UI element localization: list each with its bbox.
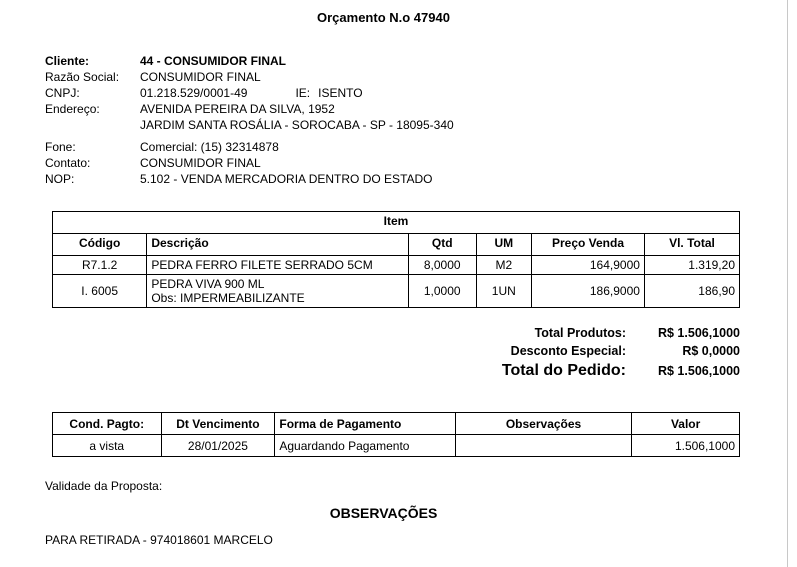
customer-value-nop: 5.102 - VENDA MERCADORIA DENTRO DO ESTADO	[140, 172, 433, 186]
table-row	[53, 256, 740, 275]
table-row	[53, 275, 740, 308]
items-header-descricao: Descrição	[147, 234, 409, 256]
customer-row-nop	[45, 171, 797, 187]
customer-label-razao-social: Razão Social:	[45, 70, 120, 84]
total-pedido-row	[502, 362, 740, 380]
items-header-row	[53, 234, 740, 256]
items-group-header-row	[53, 212, 740, 234]
customer-row-cnpj	[45, 85, 797, 101]
payment-header-valor: Valor	[632, 413, 740, 435]
payment-table-wrapper	[52, 412, 740, 457]
item-um: 1UN	[476, 275, 532, 308]
payment-header-dt-vencimento: Dt Vencimento	[161, 413, 275, 435]
item-um: M2	[476, 256, 532, 275]
item-codigo: I. 6005	[53, 275, 147, 308]
item-codigo: R7.1.2	[53, 256, 147, 275]
item-total: 1.319,20	[644, 256, 739, 275]
item-descricao-cell	[147, 275, 409, 308]
customer-info-block	[45, 53, 797, 187]
total-pedido-label: Total do Pedido:	[501, 362, 626, 379]
customer-label-endereco: Endereço:	[45, 102, 100, 116]
total-produtos-label: Total Produtos:	[534, 326, 626, 340]
customer-value-endereco-2: JARDIM SANTA ROSÁLIA - SOROCABA - SP - 18095-340	[140, 118, 454, 132]
customer-value-ie: ISENTO	[318, 86, 363, 100]
total-pedido-value: R$ 1.506,1000	[657, 364, 740, 378]
customer-label-endereco-2	[45, 117, 140, 133]
item-descricao: PEDRA FERRO FILETE SERRADO 5CM	[147, 256, 409, 275]
items-header-um: UM	[476, 234, 532, 256]
total-produtos-row	[535, 326, 740, 340]
desconto-especial-label: Desconto Especial:	[510, 344, 626, 358]
customer-row-razao-social	[45, 69, 797, 85]
item-preco: 186,9000	[532, 275, 645, 308]
customer-value-cliente: 44 - CONSUMIDOR FINAL	[140, 54, 287, 68]
payment-header-observacoes: Observações	[455, 413, 631, 435]
desconto-especial-row	[511, 344, 740, 358]
items-table	[52, 211, 740, 308]
customer-row-contato	[45, 155, 797, 171]
customer-row-fone	[45, 139, 797, 155]
payment-valor: 1.506,1000	[632, 435, 740, 457]
customer-row-cliente	[45, 53, 797, 69]
payment-header-row	[53, 413, 740, 435]
customer-row-endereco-2	[45, 117, 797, 133]
customer-label-cliente: Cliente:	[45, 54, 90, 68]
customer-label-contato: Contato:	[45, 156, 91, 170]
observacoes-text: PARA RETIRADA - 974018601 MARCELO	[45, 533, 273, 547]
payment-vencimento: 28/01/2025	[161, 435, 275, 457]
payment-forma: Aguardando Pagamento	[275, 435, 455, 457]
totals-block	[0, 326, 740, 384]
item-descricao: PEDRA VIVA 900 ML	[151, 277, 265, 291]
item-preco: 164,9000	[532, 256, 645, 275]
right-divider	[787, 0, 797, 567]
validade-proposta-label: Validade da Proposta:	[45, 479, 163, 493]
customer-value-fone: Comercial: (15) 32314878	[140, 140, 279, 154]
customer-label-fone: Fone:	[45, 140, 76, 154]
payment-header-forma-pagamento: Forma de Pagamento	[275, 413, 455, 435]
items-header-vl-total: Vl. Total	[644, 234, 739, 256]
total-produtos-value: R$ 1.506,1000	[657, 326, 740, 340]
item-qtd: 8,0000	[408, 256, 476, 275]
customer-row-endereco	[45, 101, 797, 117]
payment-observacoes	[455, 435, 631, 457]
table-row	[53, 435, 740, 457]
items-header-codigo: Código	[53, 234, 147, 256]
item-qtd: 1,0000	[408, 275, 476, 308]
payment-cond: a vista	[53, 435, 162, 457]
items-table-wrapper	[52, 211, 740, 308]
items-group-header: Item	[53, 212, 740, 234]
item-obs: Obs: IMPERMEABILIZANTE	[151, 291, 305, 305]
observacoes-title: OBSERVAÇÕES	[329, 505, 438, 521]
customer-label-ie: IE:	[295, 86, 311, 100]
items-header-preco-venda: Preço Venda	[532, 234, 645, 256]
customer-value-razao-social: CONSUMIDOR FINAL	[140, 70, 261, 84]
customer-label-cnpj: CNPJ:	[45, 86, 80, 100]
item-total: 186,90	[644, 275, 739, 308]
payment-header-cond-pagto: Cond. Pagto:	[53, 413, 162, 435]
desconto-especial-value: R$ 0,0000	[682, 344, 740, 358]
page-title: Orçamento N.o 47940	[317, 10, 450, 25]
customer-label-nop: NOP:	[45, 172, 75, 186]
customer-value-contato: CONSUMIDOR FINAL	[140, 156, 261, 170]
payment-table	[52, 412, 740, 457]
customer-value-endereco: AVENIDA PEREIRA DA SILVA, 1952	[140, 102, 335, 116]
items-header-qtd: Qtd	[408, 234, 476, 256]
customer-value-cnpj: 01.218.529/0001-49	[140, 86, 248, 100]
